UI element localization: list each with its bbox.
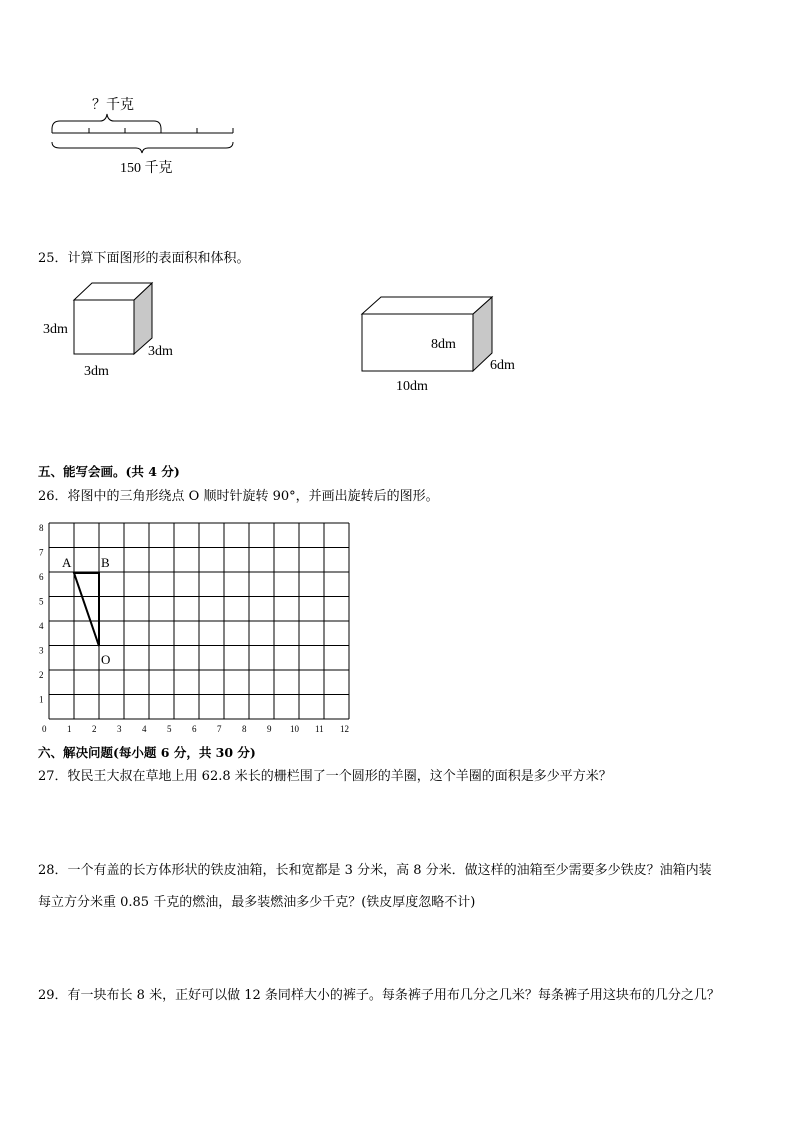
point-a-label: A (62, 555, 72, 570)
question-26: 26．将图中的三角形绕点 O 顺时针旋转 90°，并画出旋转后的图形。 (38, 489, 439, 504)
y-tick-label: 8 (39, 523, 44, 533)
y-tick-label: 6 (39, 572, 44, 582)
bar-ticks (52, 128, 233, 133)
part-brace (52, 114, 161, 129)
x-tick-label: 1 (67, 724, 72, 734)
grid-lines (49, 523, 349, 719)
cube-depth-label: 3dm (148, 344, 173, 359)
part-label: ？千克 (92, 98, 134, 113)
section-6-heading: 六、解决问题(每小题 6 分，共 30 分) (38, 745, 256, 760)
cuboid-depth-label: 6dm (490, 358, 515, 373)
section-5-heading: 五、能写会画。(共 4 分) (38, 464, 180, 479)
point-o-label: O (101, 652, 111, 667)
x-tick-label: 12 (340, 724, 349, 734)
cuboid-figure (362, 297, 515, 394)
question-28-line2: 每立方分米重 0.85 千克的燃油，最多装燃油多少千克？(铁皮厚度忽略不计) (38, 895, 476, 910)
cuboid-bottom-label: 10dm (396, 379, 428, 394)
point-b-label: B (101, 555, 110, 570)
total-label: 150 千克 (120, 161, 173, 176)
x-tick-label: 10 (290, 724, 299, 734)
triangle-abo (74, 573, 99, 646)
cube-left-label: 3dm (43, 322, 68, 337)
question-25: 25．计算下面图形的表面积和体积。 (38, 251, 250, 266)
y-tick-label: 4 (39, 621, 44, 631)
total-brace (52, 142, 233, 153)
x-tick-label: 8 (242, 724, 247, 734)
rotation-grid (0, 515, 794, 740)
y-axis-ticks (39, 523, 44, 705)
cuboid-height-label: 8dm (431, 337, 456, 352)
y-tick-label: 2 (39, 670, 44, 680)
y-tick-label: 1 (39, 694, 44, 705)
y-tick-label: 5 (39, 596, 44, 607)
x-tick-label: 0 (42, 724, 47, 734)
question-28-line1: 28．一个有盖的长方体形状的铁皮油箱，长和宽都是 3 分米，高 8 分米．做这样的油箱至少需要多少铁皮？油箱内装 (38, 863, 712, 878)
y-tick-label: 3 (39, 645, 44, 656)
x-tick-label: 2 (92, 724, 97, 734)
x-axis-ticks (42, 724, 349, 734)
x-tick-label: 11 (315, 724, 324, 734)
x-tick-label: 5 (167, 724, 172, 734)
question-27: 27．牧民王大叔在草地上用 62.8 米长的栅栏围了一个圆形的羊圈，这个羊圈的面积是多少平方米？ (38, 769, 612, 784)
question-29: 29．有一块布长 8 米，正好可以做 12 条同样大小的裤子。每条裤子用布几分之几米？每条裤子用这块布的几分之几？ (38, 988, 720, 1003)
y-tick-label: 7 (39, 547, 44, 558)
bar-diagram (0, 0, 794, 190)
x-tick-label: 9 (267, 724, 272, 734)
x-tick-label: 4 (142, 724, 147, 734)
cube-bottom-label: 3dm (84, 364, 109, 379)
x-tick-label: 3 (117, 724, 122, 734)
x-tick-label: 7 (217, 724, 222, 734)
x-tick-label: 6 (192, 724, 197, 734)
cube-figure (43, 283, 173, 379)
solid-figures (0, 270, 794, 400)
